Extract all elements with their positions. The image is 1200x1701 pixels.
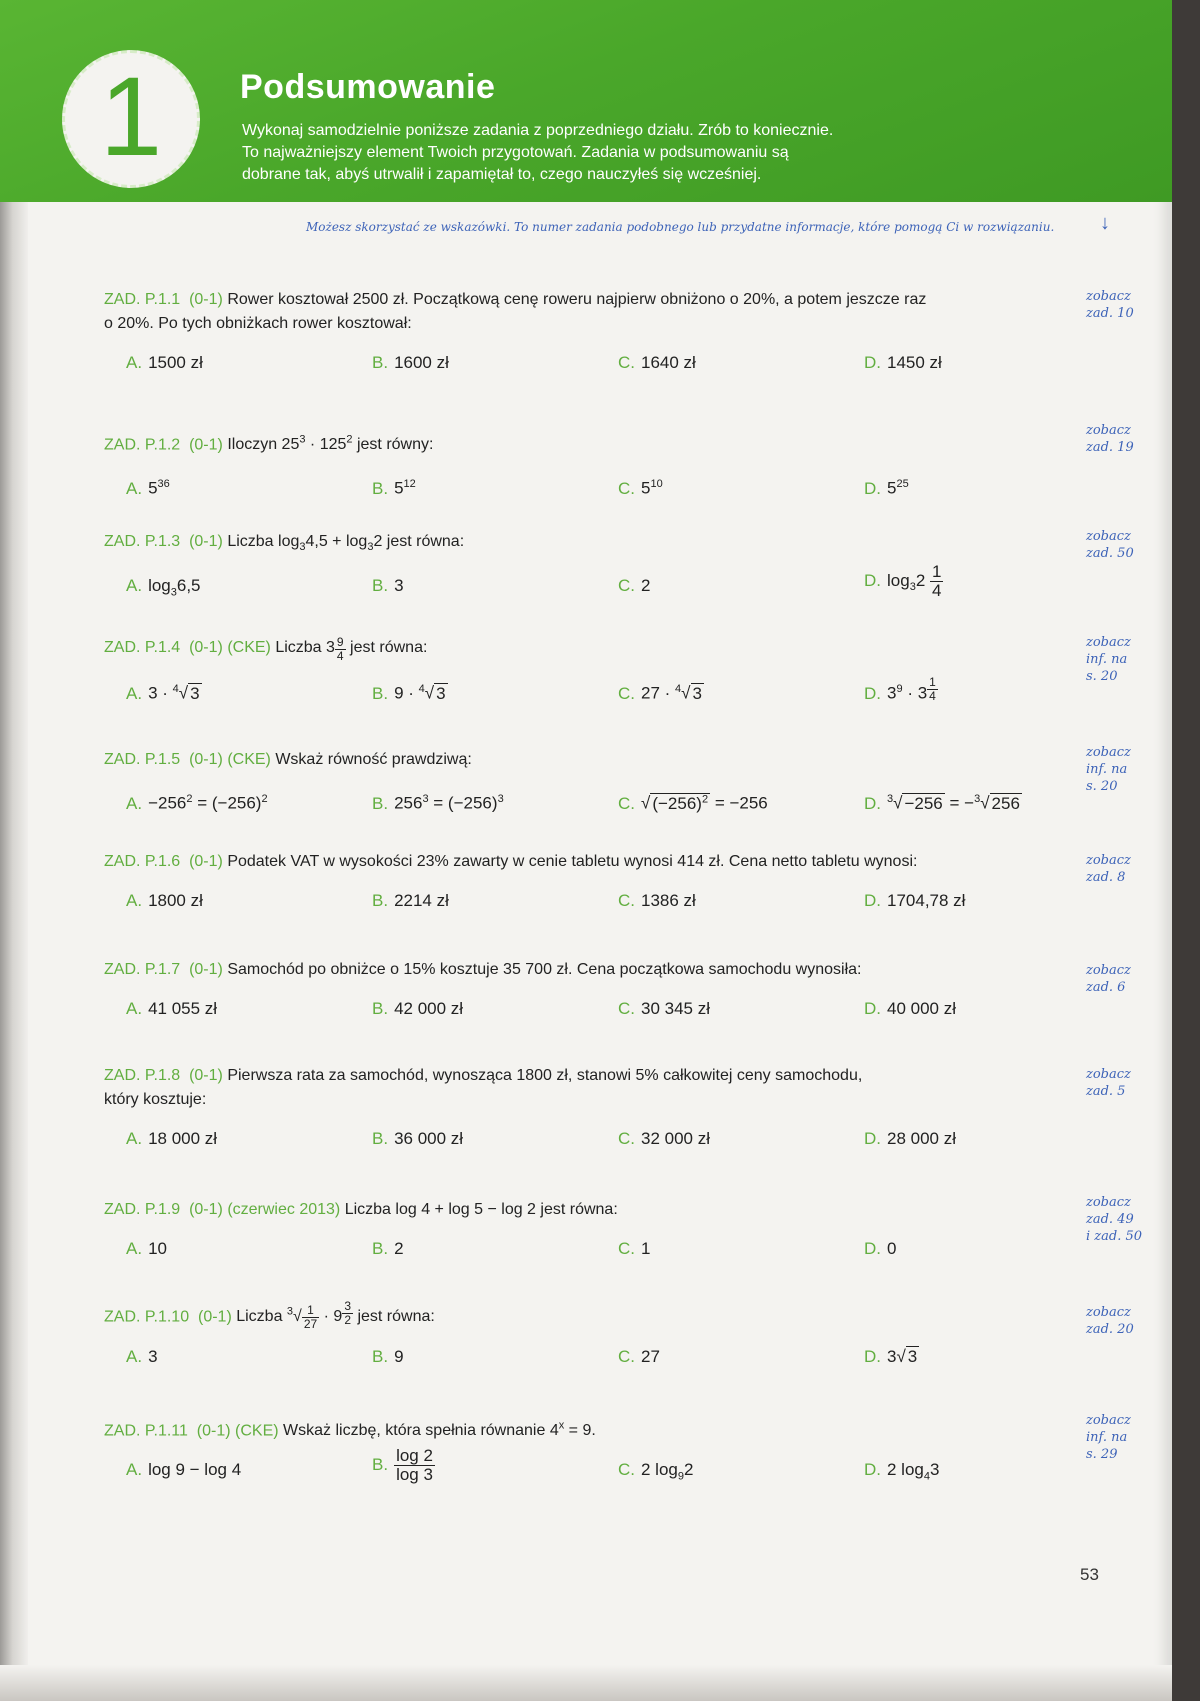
task-question	[104, 748, 1084, 772]
task-item	[104, 1414, 1084, 1493]
answer-d: D. 3√ 3	[864, 1347, 918, 1367]
reference-note: zobacz zad. 6	[1086, 963, 1131, 995]
task-code: ZAD. P.1.6	[104, 853, 181, 870]
task-code: ZAD. P.1.3	[104, 533, 181, 550]
reference-note: zobacz inf. na s. 29	[1086, 1413, 1131, 1462]
question-text: Liczba log 4 + log 5 − log 2 jest równa:	[344, 1201, 618, 1218]
reference-note: zobacz inf. na s. 20	[1086, 745, 1131, 794]
intro-line: To najważniejszy element Twoich przygotowań. Zadania w podsumowaniu są	[242, 144, 789, 161]
task-points: (0-1)	[189, 961, 223, 978]
answer-a: A. 1800 zł	[126, 891, 203, 910]
task-code: ZAD. P.1.7	[104, 961, 181, 978]
down-arrow-icon: ↓	[1100, 212, 1110, 234]
task-question	[104, 850, 1084, 874]
answer-a: A. 3 · $^4$√ 3	[126, 683, 200, 703]
question-text: który kosztuje:	[104, 1091, 207, 1108]
answer-a: A. log 9 − log 4	[126, 1460, 242, 1480]
answer-d: D. $5^{25}$	[864, 478, 909, 498]
answer-d: D. $3^9 \cdot 3$ $\frac{1}{4}$	[864, 675, 936, 703]
task-question	[104, 288, 1084, 312]
task-points: (0-1)	[189, 436, 223, 454]
answer-a: A. 1500 zł	[126, 353, 203, 372]
answer-row	[104, 672, 1084, 712]
answer-row	[104, 1340, 1084, 1380]
answer-d: D. 2 $\log_43$	[864, 1460, 940, 1483]
question-text: Podatek VAT w wysokości 23% zawarty w cenie tabletu wynosi 414 zł. Cena netto tabletu wynosi:	[227, 853, 918, 870]
answer-row	[104, 1122, 1084, 1162]
question-text: Liczba $^3$√ $\frac{1}{27}$ · 9 $\frac{3}{2}$ jest równa:	[236, 1299, 435, 1331]
hint-note: Możesz skorzystać ze wskazówki. To numer zadania podobnego lub przydatne informacje, które pomogą Ci w rozwiązaniu.	[306, 220, 1055, 234]
task-item	[104, 636, 1084, 712]
task-code: ZAD. P.1.11	[104, 1422, 188, 1440]
answer-b: B. 1600 zł	[372, 353, 449, 372]
answer-a: A. 18 000 zł	[126, 1129, 218, 1148]
task-item	[104, 1198, 1084, 1272]
question-text: Wskaż liczbę, która spełnia równanie $4^x = 9$.	[283, 1420, 596, 1440]
answer-b: B. 2	[372, 1239, 404, 1258]
answer-c: C. 1	[618, 1239, 651, 1258]
task-code: ZAD. P.1.5	[104, 751, 181, 768]
answer-a: A. 10	[126, 1239, 167, 1258]
reference-note: zobacz zad. 8	[1086, 853, 1131, 885]
answer-c: C. 27 · $^4$√ 3	[618, 683, 702, 703]
answer-c: C. 1386 zł	[618, 891, 696, 910]
task-code: ZAD. P.1.10	[104, 1308, 190, 1326]
answer-d: D. 40 000 zł	[864, 999, 956, 1018]
answer-c: C. 2	[618, 576, 651, 596]
task-item	[104, 1300, 1084, 1380]
task-item	[104, 428, 1084, 507]
chapter-number: 1	[99, 54, 163, 179]
answer-c: C. 30 345 zł	[618, 999, 710, 1018]
task-source: (CKE)	[227, 639, 271, 656]
book-spine-shadow	[0, 0, 28, 1701]
reference-note: zobacz inf. na s. 20	[1086, 635, 1131, 684]
task-source: (czerwiec 2013)	[227, 1201, 341, 1218]
task-points: (0-1)	[189, 533, 223, 550]
answer-b: B. $5^{12}$	[372, 478, 416, 498]
answer-b: B. 9	[372, 1347, 404, 1367]
answer-row	[104, 467, 1084, 507]
answer-a: A. $5^{36}$	[126, 478, 170, 498]
answer-c: C. 1640 zł	[618, 353, 696, 372]
question-text: Rower kosztował 2500 zł. Początkową cenę roweru najpierw obniżono o 20%, a potem jeszcze raz	[227, 291, 927, 308]
task-points: (0-1)	[189, 751, 223, 768]
answer-d: D. 1450 zł	[864, 353, 942, 372]
answer-d: D. $^3$√ −256 = −$^3$√ 256	[864, 793, 1020, 813]
answer-d: D. 0	[864, 1239, 897, 1258]
answer-row	[104, 1232, 1084, 1272]
answer-row	[104, 346, 1084, 386]
task-item	[104, 850, 1084, 924]
answer-b: B. 2214 zł	[372, 891, 449, 910]
task-code: ZAD. P.1.4	[104, 639, 181, 656]
task-question	[104, 530, 1084, 559]
task-question	[104, 1300, 1084, 1330]
question-text: o 20%. Po tych obniżkach rower kosztował:	[104, 315, 412, 332]
question-text: Wskaż równość prawdziwą:	[275, 751, 472, 768]
reference-note: zobacz zad. 5	[1086, 1067, 1131, 1099]
answer-b: B. $\frac{\log 2}{\log 3}$	[372, 1446, 433, 1485]
reference-note: zobacz zad. 10	[1086, 289, 1134, 321]
reference-note: zobacz zad. 49 i zad. 50	[1086, 1195, 1143, 1244]
task-code: ZAD. P.1.8	[104, 1067, 181, 1084]
question-text: Iloczyn $25^3 \cdot 125^2$ jest równy:	[227, 434, 434, 454]
reference-note: zobacz zad. 19	[1086, 423, 1134, 455]
answer-c: C. 2 $\log_92$	[618, 1460, 694, 1483]
answer-row	[104, 782, 1084, 822]
task-points: (0-1)	[189, 1067, 223, 1084]
answer-a: A. 3	[126, 1347, 158, 1367]
answer-row	[104, 884, 1084, 924]
answer-a: A. $-256^2 = (-256)^2$	[126, 793, 268, 813]
answer-a: A. 41 055 zł	[126, 999, 218, 1018]
task-item	[104, 530, 1084, 609]
question-text: Samochód po obniżce o 15% kosztuje 35 700 zł. Cena początkowa samochodu wynosiła:	[227, 961, 862, 978]
task-question	[104, 428, 1084, 457]
task-points: (0-1)	[189, 291, 223, 308]
intro-text	[242, 120, 1002, 186]
task-code: ZAD. P.1.9	[104, 1201, 181, 1218]
intro-line: Wykonaj samodzielnie poniższe zadania z poprzedniego działu. Zrób to koniecznie.	[242, 122, 834, 139]
task-points: (0-1)	[196, 1422, 231, 1440]
answer-b: B. $256^3 = (-256)^3$	[372, 793, 504, 813]
answer-b: B. 42 000 zł	[372, 999, 464, 1018]
task-question	[104, 1064, 1084, 1088]
question-text: Liczba 3 $\frac{9}{4}$ jest równa:	[275, 635, 428, 663]
answer-row	[104, 1446, 1084, 1493]
task-code: ZAD. P.1.2	[104, 436, 181, 454]
task-points: (0-1)	[197, 1308, 232, 1326]
task-question	[104, 636, 1084, 662]
task-question	[104, 1198, 1084, 1222]
answer-d: D. 28 000 zł	[864, 1129, 956, 1148]
page-title: Podsumowanie	[240, 68, 496, 106]
task-item	[104, 748, 1084, 822]
answer-c: C. 32 000 zł	[618, 1129, 710, 1148]
task-points: (0-1)	[189, 1201, 223, 1218]
answer-c: C. $5^{10}$	[618, 478, 663, 498]
page-bottom-shadow	[0, 1665, 1172, 1701]
answer-d: D. 1704,78 zł	[864, 891, 966, 910]
answer-row	[104, 562, 1084, 609]
answer-d: D. $\log_32$ $\frac{1}{4}$	[864, 562, 942, 601]
answer-b: B. 3	[372, 576, 404, 596]
task-item	[104, 1064, 1084, 1162]
task-source: (CKE)	[235, 1422, 279, 1440]
answer-c: C. 27	[618, 1347, 660, 1367]
answer-b: B. 36 000 zł	[372, 1129, 464, 1148]
task-question	[104, 1414, 1084, 1443]
task-item	[104, 958, 1084, 1032]
reference-note: zobacz zad. 50	[1086, 529, 1134, 561]
answer-c: C. √ $(-256)^2 = -256$	[618, 793, 768, 813]
answer-row	[104, 992, 1084, 1032]
task-source: (CKE)	[227, 751, 271, 768]
task-points: (0-1)	[189, 639, 223, 656]
page-number: 53	[1080, 1565, 1099, 1584]
answer-b: B. 9 · $^4$√ 3	[372, 683, 446, 703]
task-points: (0-1)	[189, 853, 223, 870]
task-question	[104, 958, 1084, 982]
intro-line: dobrane tak, abyś utrwalił i zapamiętał to, czego nauczyłeś się wcześniej.	[242, 166, 762, 183]
question-text: Pierwsza rata za samochód, wynosząca 1800 zł, stanowi 5% całkowitej ceny samochodu,	[227, 1067, 863, 1084]
task-item	[104, 288, 1084, 386]
reference-note: zobacz zad. 20	[1086, 1305, 1134, 1337]
task-code: ZAD. P.1.1	[104, 291, 181, 308]
answer-a: A. $\log_36,5$	[126, 576, 201, 599]
question-text: Liczba $\log_34,5 + \log_32$ jest równa:	[227, 533, 465, 554]
